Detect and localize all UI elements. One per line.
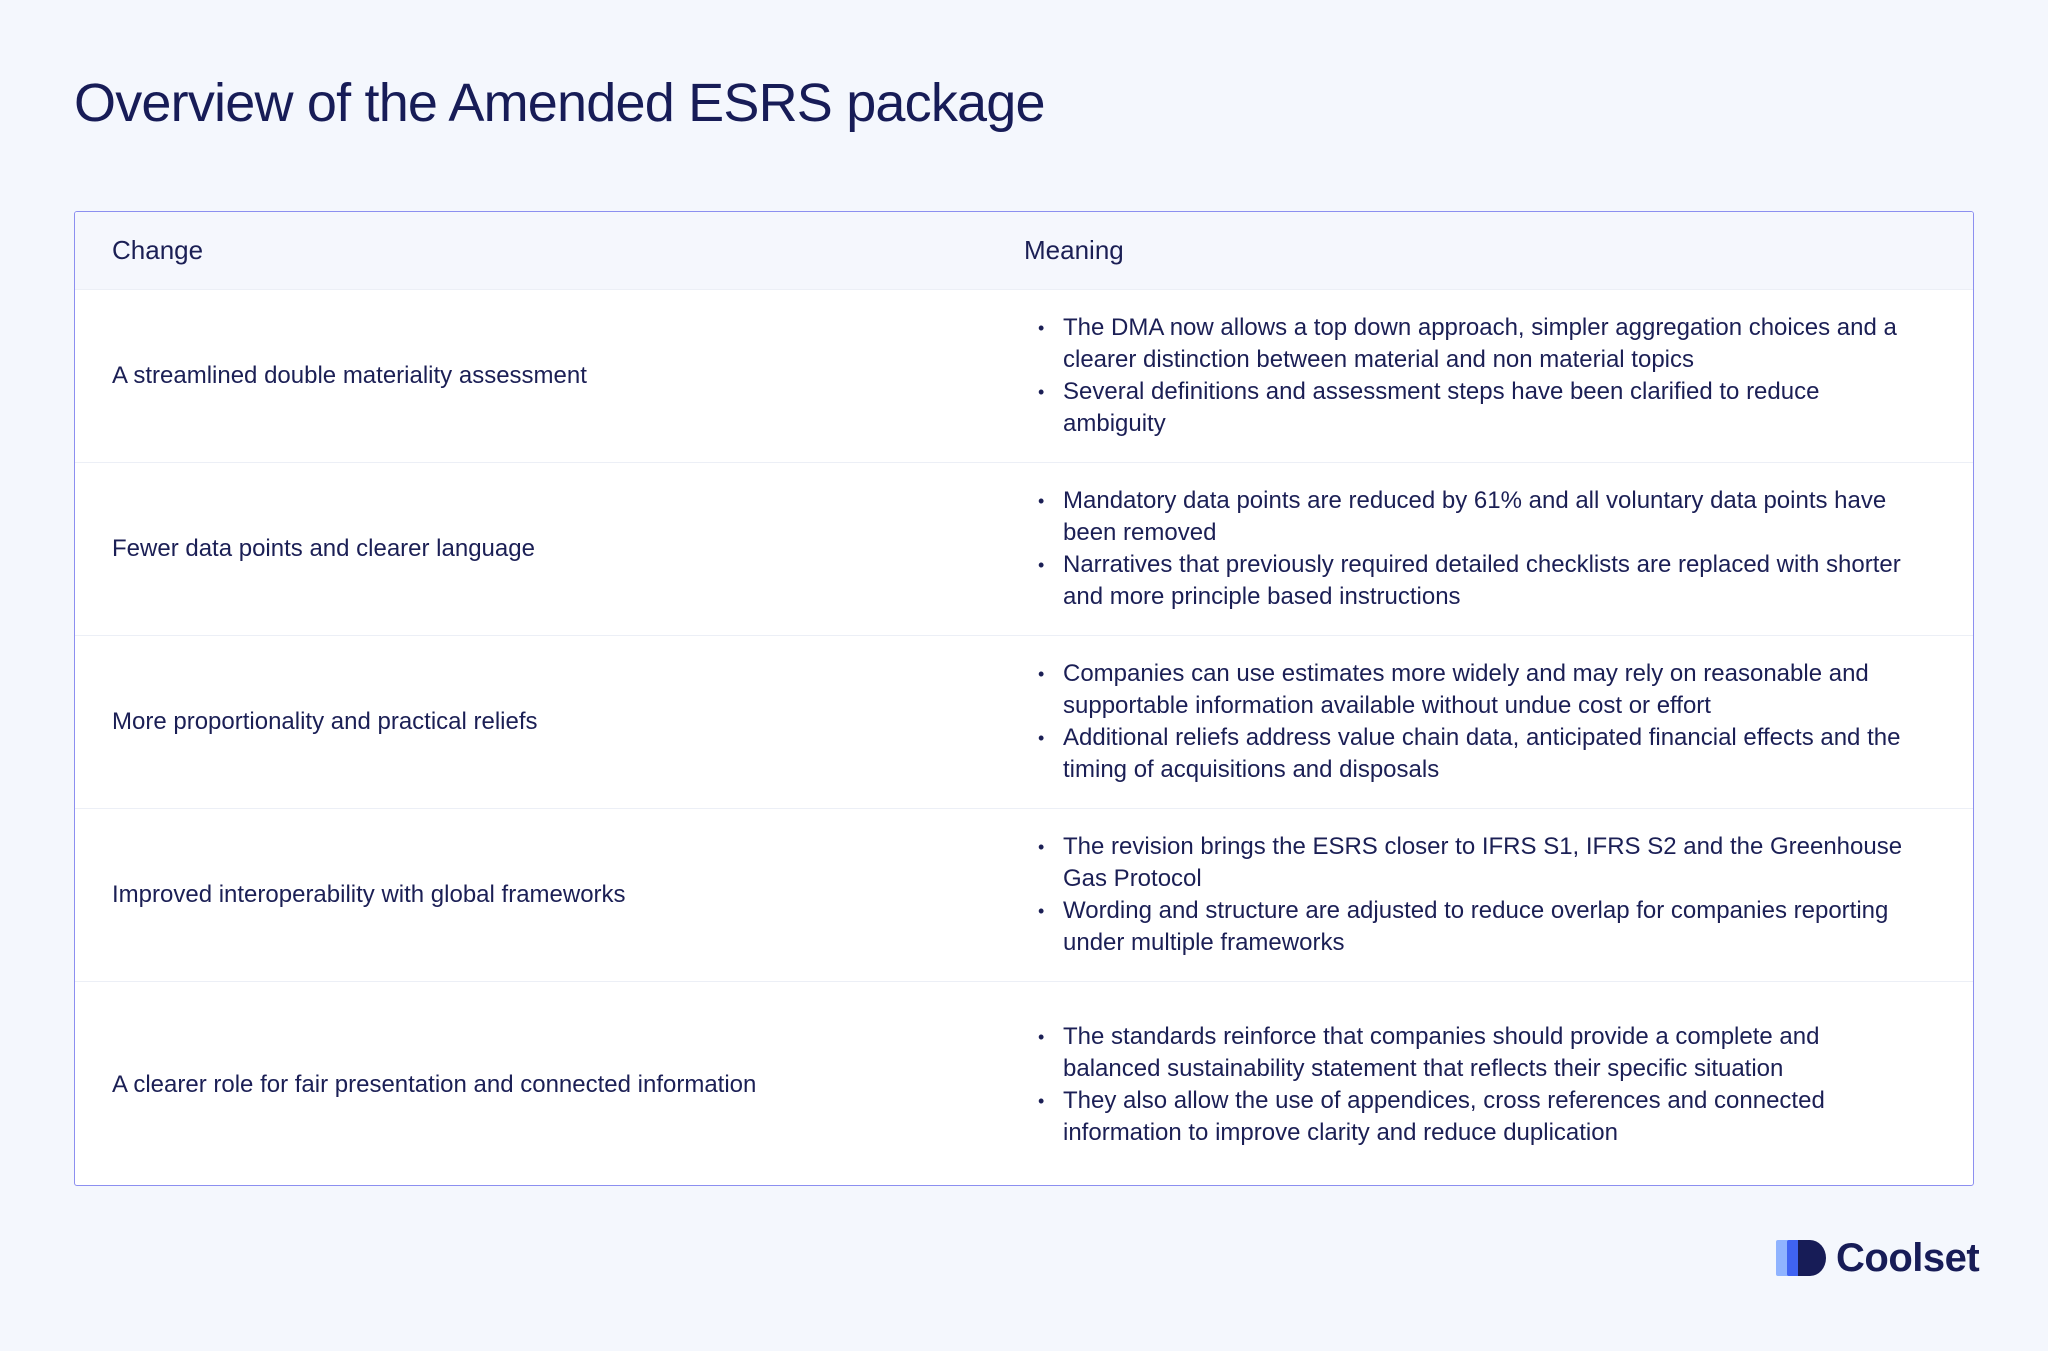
meaning-bullet-text: The DMA now allows a top down approach, simpler aggregation choices and a clearer distinction between material and non material topics bbox=[1063, 314, 1897, 373]
change-cell: Improved interoperability with global frameworks bbox=[112, 881, 626, 908]
meaning-bullet-list bbox=[1024, 1021, 1943, 1149]
meaning-cell bbox=[1024, 1021, 1973, 1149]
page-title: Overview of the Amended ESRS package bbox=[74, 73, 1045, 133]
meaning-bullet bbox=[1024, 722, 1943, 786]
coolset-logo bbox=[1776, 1236, 1979, 1280]
change-cell: A streamlined double materiality assessment bbox=[112, 362, 587, 389]
meaning-cell bbox=[1024, 312, 1973, 440]
meaning-bullet-text: The standards reinforce that companies should provide a complete and balanced sustainability statement that reflects their specific situation bbox=[1063, 1022, 1820, 1082]
meaning-bullet-text: The revision brings the ESRS closer to IFRS S1, IFRS S2 and the Greenhouse Gas Protocol bbox=[1063, 833, 1903, 892]
column-header-meaning: Meaning bbox=[1024, 235, 1124, 265]
meaning-bullet-text: Narratives that previously required detailed checklists are replaced with shorter and more principle based instructions bbox=[1063, 551, 1901, 610]
bullet-icon: • bbox=[1038, 1090, 1045, 1111]
table-row bbox=[75, 462, 1973, 635]
meaning-bullet bbox=[1024, 485, 1943, 549]
bullet-icon: • bbox=[1038, 555, 1045, 575]
bullet-icon: • bbox=[1038, 491, 1045, 511]
meaning-bullet bbox=[1024, 549, 1943, 613]
meaning-cell bbox=[1024, 658, 1973, 786]
meaning-bullet bbox=[1024, 831, 1943, 895]
bullet-icon: • bbox=[1038, 728, 1045, 748]
meaning-bullet-text: Additional reliefs address value chain data, anticipated financial effects and the timing of acquisitions and disposals bbox=[1063, 724, 1901, 783]
meaning-bullet-text: Wording and structure are adjusted to reduce overlap for companies reporting under multiple frameworks bbox=[1063, 897, 1889, 956]
meaning-cell bbox=[1024, 831, 1973, 959]
meaning-bullet-list bbox=[1024, 485, 1943, 613]
bullet-icon: • bbox=[1038, 1026, 1045, 1047]
meaning-bullet bbox=[1024, 658, 1943, 722]
meaning-bullet-list bbox=[1024, 658, 1943, 786]
meaning-bullet bbox=[1024, 376, 1943, 440]
change-cell: Fewer data points and clearer language bbox=[112, 535, 535, 562]
meaning-bullet-text: Several definitions and assessment steps have been clarified to reduce ambiguity bbox=[1063, 378, 1820, 437]
meaning-bullet bbox=[1024, 1021, 1943, 1085]
bullet-icon: • bbox=[1038, 664, 1045, 684]
bullet-icon: • bbox=[1038, 901, 1045, 921]
column-header-change: Change bbox=[112, 235, 204, 265]
table-row bbox=[75, 289, 1973, 462]
meaning-cell bbox=[1024, 485, 1973, 613]
brand-name: Coolset bbox=[1836, 1235, 1980, 1280]
table-header bbox=[75, 212, 1973, 289]
meaning-bullet-list bbox=[1024, 831, 1943, 959]
change-cell: More proportionality and practical reliefs bbox=[112, 708, 538, 735]
meaning-bullet bbox=[1024, 895, 1943, 959]
bullet-icon: • bbox=[1038, 837, 1045, 857]
table-row bbox=[75, 981, 1973, 1186]
bullet-icon: • bbox=[1038, 318, 1045, 338]
meaning-bullet-text: They also allow the use of appendices, cross references and connected information to improve clarity and reduce duplication bbox=[1063, 1086, 1825, 1146]
meaning-bullet-text: Companies can use estimates more widely and may rely on reasonable and supportable information available without undue cost or effort bbox=[1063, 660, 1869, 719]
meaning-bullet bbox=[1024, 312, 1943, 376]
change-cell: A clearer role for fair presentation and connected information bbox=[112, 1070, 757, 1098]
meaning-bullet-text: Mandatory data points are reduced by 61% and all voluntary data points have been removed bbox=[1063, 487, 1887, 546]
table-row bbox=[75, 808, 1973, 981]
meaning-bullet-list bbox=[1024, 312, 1943, 440]
meaning-bullet bbox=[1024, 1085, 1943, 1149]
table-row bbox=[75, 635, 1973, 808]
bullet-icon: • bbox=[1038, 382, 1045, 402]
comparison-table bbox=[74, 211, 1974, 1186]
coolset-logo-icon bbox=[1776, 1238, 1828, 1278]
